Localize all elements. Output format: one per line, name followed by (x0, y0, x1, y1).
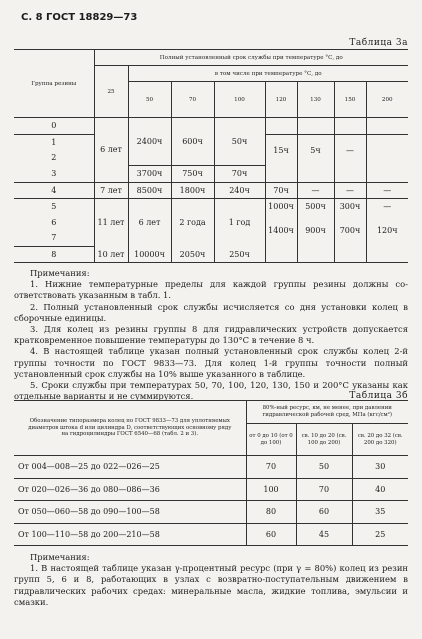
cell-v120: 1400ч (265, 215, 297, 247)
table-row (14, 523, 408, 546)
col-group-header: Группа резины (14, 50, 94, 118)
cell-v70: 1800ч (171, 182, 214, 199)
cell-g: 8 (14, 246, 94, 263)
note-item: 1. Нижние температурные пределы для каждой группы резины должны со-ответствовать указанным в табл. 1. (14, 279, 408, 301)
note-item: 1. В настоящей таблице указан γ-процентный ресурс (при γ = 80%) колец из резин групп 5, 6 и 8, работающих в узлах с возвратно-поступательным движением в гидравлических рабочих средах: минеральные масла, жидкие топлива, эмульсии и смазки. (14, 563, 408, 607)
temp-header-70: 70 (171, 82, 214, 118)
table-row (14, 118, 408, 135)
cell-designation: От 004—008—25 до 022—026—25 (14, 456, 246, 479)
table-3b (14, 400, 408, 546)
cell-v200 (366, 134, 408, 166)
col-designation-header: Обозначение типоразмера колец по ГОСТ 9833—73 для уплотняемых диаметров штока d или цилиндра D, соответствующих основному ряду на гидроцилиндры ГОСТ 6540—68 (табл. 2 и 3). (14, 401, 246, 456)
cell-resource: 35 (352, 501, 408, 524)
cell-v120 (265, 166, 297, 183)
cell-life: 6 лет (94, 118, 128, 183)
cell-v150 (334, 166, 366, 183)
cell-resource: 100 (246, 478, 296, 501)
cell-resource: 40 (352, 478, 408, 501)
cell-v50: 10000ч (128, 246, 171, 263)
cell-designation: От 020—026—36 до 080—086—36 (14, 478, 246, 501)
col-full-life-header: Полный установленный срок службы при температуре °С, до (94, 50, 408, 66)
cell-g: 7 (14, 230, 94, 246)
cell-v130 (297, 166, 334, 183)
cell-resource: 45 (296, 523, 352, 546)
notes-3a-title: Примечания: (30, 268, 90, 278)
col-sub-header: в том числе при температуре °С, до (128, 66, 408, 82)
col-25-header: 25 (94, 66, 128, 118)
cell-v100: 1 год (214, 199, 265, 247)
cell-v200: — (366, 199, 408, 215)
cell-designation: От 100—110—58 до 200—210—58 (14, 523, 246, 546)
cell-v100: 70ч (214, 166, 265, 183)
cell-resource: 25 (352, 523, 408, 546)
cell-v50: 2400ч (128, 118, 171, 166)
cell-v130 (297, 246, 334, 263)
cell-v150: — (334, 134, 366, 166)
cell-v120: 1000ч (265, 199, 297, 215)
page-header: С. 8 ГОСТ 18829—73 (21, 12, 138, 23)
cell-v50: 6 лет (128, 199, 171, 247)
cell-v100: 50ч (214, 118, 265, 166)
cell-g: 1 (51, 137, 57, 147)
cell-v50: 8500ч (128, 182, 171, 199)
cell-v70: 2050ч (171, 246, 214, 263)
cell-resource: 70 (296, 478, 352, 501)
table-row (14, 199, 408, 215)
table-row (14, 182, 408, 199)
cell-resource: 30 (352, 456, 408, 479)
cell-v120: 70ч (265, 182, 297, 199)
note-item: 3. Для колец из резины группы 8 для гидравлических устройств допускается кратковременное повышение температуры до 130°С в течение 8 ч. (14, 324, 408, 346)
cell-designation: От 050—060—58 до 090—100—58 (14, 501, 246, 524)
cell-v120 (265, 246, 297, 263)
cell-v200 (366, 166, 408, 183)
cell-v150 (334, 118, 366, 135)
cell-resource: 60 (296, 501, 352, 524)
sub-header-pressure: св. 20 до 32 (св. 200 до 320) (352, 424, 408, 456)
temp-header-200: 200 (366, 82, 408, 118)
cell-v130: 5ч (297, 134, 334, 166)
cell-g: 2 (51, 153, 57, 163)
cell-g: 3 (14, 166, 94, 183)
temp-header-50: 50 (128, 82, 171, 118)
cell-v150: — (334, 182, 366, 199)
sub-header-pressure: св. 10 до 20 (св. 100 до 200) (296, 424, 352, 456)
cell-g: 4 (14, 182, 94, 199)
cell-v200: 120ч (366, 215, 408, 247)
table-3a (14, 49, 408, 263)
cell-v150: 300ч (334, 199, 366, 215)
cell-resource: 60 (246, 523, 296, 546)
sub-header-pressure: от 0 до 10 (от 0 до 100) (246, 424, 296, 456)
cell-v100: 240ч (214, 182, 265, 199)
cell-life: 10 лет (94, 246, 128, 263)
cell-v70: 600ч (171, 118, 214, 166)
cell-g: 0 (14, 118, 94, 135)
cell-v70: 750ч (171, 166, 214, 183)
temp-header-130: 130 (297, 82, 334, 118)
note-item: 4. В настоящей таблице указан полный установленный срок службы колец 2-й группы точности по ГОСТ 9833—73. Для колец 1-й группы точности полный установленный срок службы на 10% выше указанного в таблице. (14, 346, 408, 379)
temp-header-100: 100 (214, 82, 265, 118)
table-row (14, 166, 408, 183)
temp-header-120: 120 (265, 82, 297, 118)
table-row (14, 246, 408, 263)
cell-v130: — (297, 182, 334, 199)
notes-3b-title: Примечания: (30, 552, 90, 562)
table-3b-caption: Таблица 3б (349, 391, 408, 401)
col-resource-header: 80%-ный ресурс, км, не менее, при давлении гидравлической рабочей сред, МПа (кгс/см²) (246, 401, 408, 424)
cell-resource: 70 (246, 456, 296, 479)
notes-3a (14, 268, 408, 402)
cell-g: 5 (51, 202, 57, 212)
cell-v50: 3700ч (128, 166, 171, 183)
table-row (14, 456, 408, 479)
cell-resource: 50 (296, 456, 352, 479)
cell-v200 (366, 118, 408, 135)
note-item: 2. Полный установленный срок службы исчисляется со дня установки колец в сборочные единицы. (14, 301, 408, 323)
cell-v130: 500ч (297, 199, 334, 215)
cell-resource: 80 (246, 501, 296, 524)
note-item: 5. Сроки службы при температурах 50, 70, 100, 120, 130, 150 и 200°С указаны как отдельные варианты и не суммируются. (14, 380, 408, 402)
cell-v120: 15ч (265, 134, 297, 166)
cell-life: 11 лет (94, 199, 128, 247)
cell-v200 (366, 246, 408, 263)
cell-v70: 2 года (171, 199, 214, 247)
table-row (14, 501, 408, 524)
cell-v120 (265, 118, 297, 135)
cell-v130 (297, 118, 334, 135)
cell-v150 (334, 246, 366, 263)
table-3a-caption: Таблица 3а (349, 38, 408, 48)
cell-v200: — (366, 182, 408, 199)
cell-v100: 250ч (214, 246, 265, 263)
temp-header-150: 150 (334, 82, 366, 118)
cell-life: 7 лет (94, 182, 128, 199)
cell-v130: 900ч (297, 215, 334, 247)
cell-g: 6 (51, 217, 57, 227)
notes-3b (14, 552, 408, 608)
table-row (14, 478, 408, 501)
cell-v150: 700ч (334, 215, 366, 247)
